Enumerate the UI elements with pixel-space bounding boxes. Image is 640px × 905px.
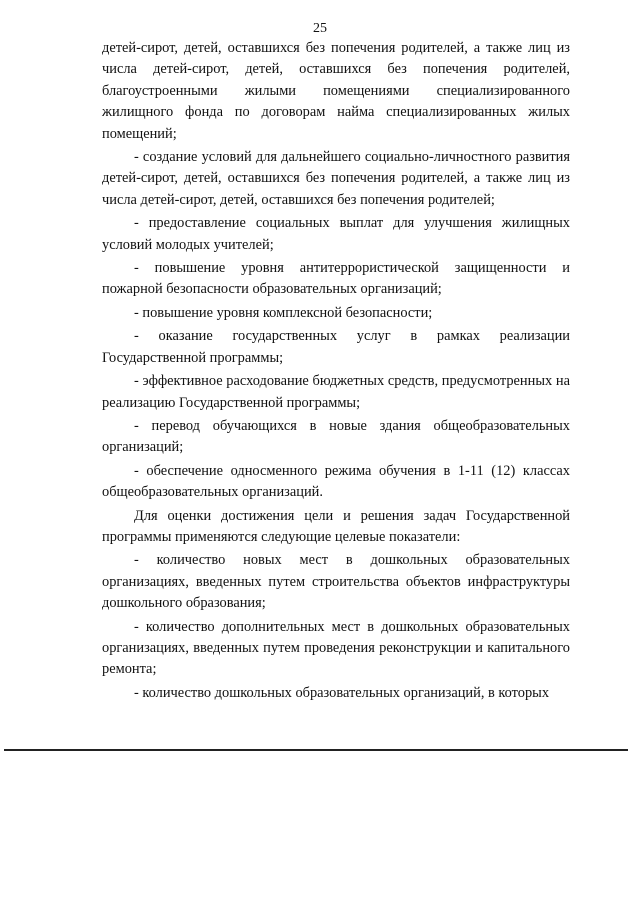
document-body [102, 38, 570, 706]
paragraph-1: детей-сирот, детей, оставшихся без попечения родителей, а также лиц из числа детей-сирот, детей, оставшихся без попечения родителей, благоустроенными жилыми помещениями специализированного жилищного фонда по договорам найма специализированных жилых помещений; [102, 40, 570, 142]
paragraph-6: - оказание государственных услуг в рамках реализации Государственной программы; [102, 328, 570, 366]
paragraph-8: - перевод обучающихся в новые здания общеобразовательных организаций; [102, 417, 570, 456]
paragraph-7: - эффективное расходование бюджетных средств, предусмотренных на реализацию Государственной программы; [102, 373, 570, 411]
paragraph-2: - создание условий для дальнейшего социально-личностного развития детей-сирот, детей, оставшихся без попечения родителей, а также лиц из числа детей-сирот, детей, оставшихся без попечения родителей; [102, 149, 570, 208]
page-number: 25 [313, 21, 327, 36]
paragraph-12: - количество дополнительных мест в дошкольных образовательных организациях, введенных путем проведения реконструкции и капитального ремонта; [102, 618, 570, 678]
paragraph-9: - обеспечение односменного режима обучения в 1-11 (12) классах общеобразовательных организаций. [102, 462, 570, 501]
paragraph-13: - количество дошкольных образовательных организаций, в которых [134, 684, 550, 701]
paragraph-11: - количество новых мест в дошкольных образовательных организациях, введенных путем строительства объектов инфраструктуры дошкольного образования; [102, 552, 570, 612]
paragraph-4: - повышение уровня антитеррористической защищенности и пожарной безопасности образовательных организаций; [102, 260, 570, 298]
paragraph-10: Для оценки достижения цели и решения задач Государственной программы применяются следующие целевые показатели: [102, 507, 570, 545]
page-bottom-divider [4, 749, 628, 751]
paragraph-3: - предоставление социальных выплат для улучшения жилищных условий молодых учителей; [102, 215, 570, 253]
paragraph-5: - повышение уровня комплексной безопасности; [134, 304, 433, 321]
